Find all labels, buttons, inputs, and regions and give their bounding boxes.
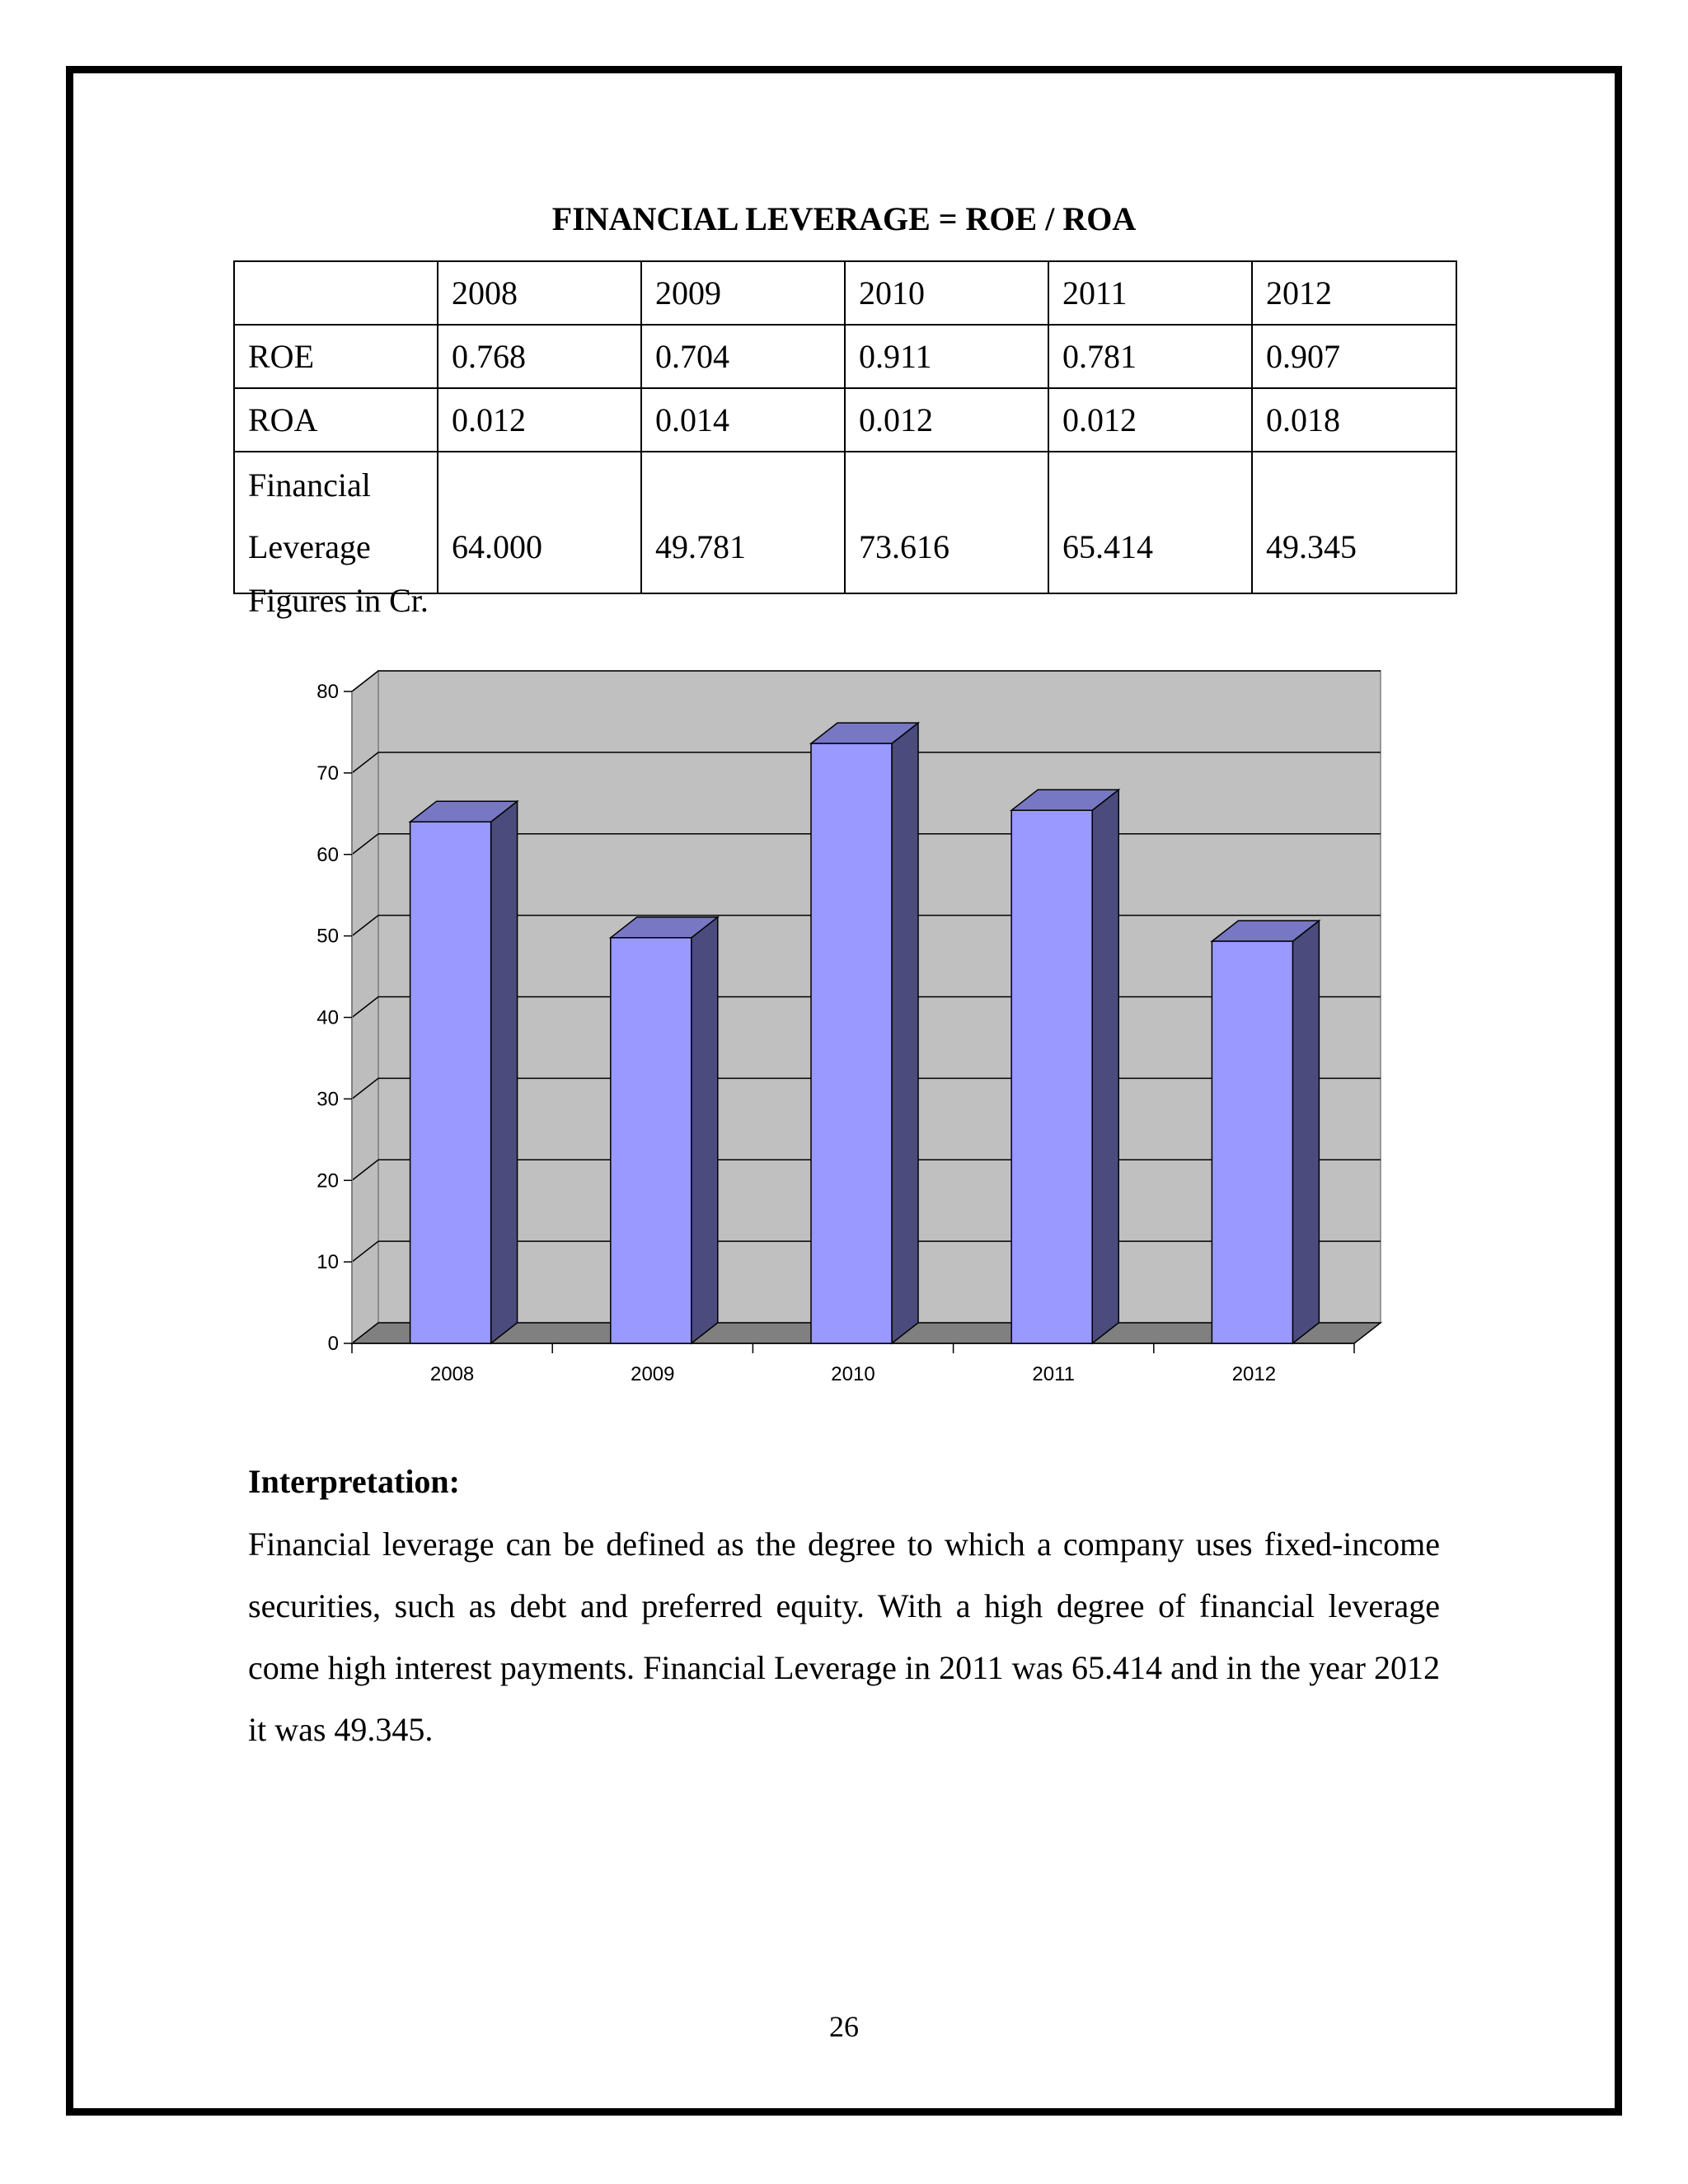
table-cell: 0.012 bbox=[845, 388, 1048, 452]
x-tick-label: 2010 bbox=[831, 1363, 875, 1385]
y-tick-label: 30 bbox=[316, 1088, 339, 1111]
figures-note: Figures in Cr. bbox=[248, 582, 429, 619]
x-tick-label: 2012 bbox=[1231, 1363, 1277, 1385]
table-cell: 0.911 bbox=[845, 325, 1048, 388]
table-header-cell: 2008 bbox=[438, 261, 641, 325]
x-tick-label: 2011 bbox=[1032, 1363, 1076, 1385]
row-label-roe: ROE bbox=[234, 325, 438, 388]
bar bbox=[1011, 810, 1092, 1343]
y-tick-label: 80 bbox=[316, 681, 339, 703]
table-cell: 49.781 bbox=[641, 452, 845, 593]
x-tick-label: 2009 bbox=[631, 1363, 675, 1385]
row-label-line: Financial bbox=[248, 466, 371, 504]
table-cell: 73.616 bbox=[845, 452, 1048, 593]
table-header-cell: 2009 bbox=[641, 261, 845, 325]
bar bbox=[811, 743, 892, 1343]
page-title: FINANCIAL LEVERAGE = ROE / ROA bbox=[551, 200, 1137, 237]
bar-side bbox=[1092, 790, 1118, 1343]
table-cell: 0.907 bbox=[1252, 325, 1456, 388]
page-number: 26 bbox=[829, 2010, 859, 2043]
bar bbox=[611, 938, 692, 1343]
y-tick-label: 70 bbox=[316, 762, 339, 785]
bar-side bbox=[892, 723, 918, 1343]
bar-side bbox=[491, 801, 518, 1343]
table-header-cell: 2012 bbox=[1252, 261, 1456, 325]
y-tick-label: 0 bbox=[327, 1333, 339, 1355]
y-tick-label: 40 bbox=[316, 1006, 339, 1029]
table-header-cell: 2011 bbox=[1048, 261, 1252, 325]
bar bbox=[1212, 941, 1292, 1343]
table-cell: 65.414 bbox=[1048, 452, 1252, 593]
y-tick-label: 10 bbox=[316, 1251, 339, 1274]
row-label-line: Leverage bbox=[248, 528, 371, 565]
row-label-roa: ROA bbox=[234, 388, 438, 452]
bar bbox=[410, 822, 491, 1343]
table-cell: 0.768 bbox=[438, 325, 641, 388]
table-cell: 64.000 bbox=[438, 452, 641, 593]
y-tick-label: 60 bbox=[316, 843, 339, 866]
table-header-cell: 2010 bbox=[845, 261, 1048, 325]
table-cell: 0.012 bbox=[1048, 388, 1252, 452]
bar-side bbox=[1292, 921, 1319, 1343]
bar-side bbox=[692, 917, 718, 1343]
table-cell: 0.704 bbox=[641, 325, 845, 388]
interpretation-body: Financial leverage can be defined as the degree to which a company uses fixed-income securities, such as debt and preferred equity. With a high degree of financial leverage come high interest payments. Financial Leverage in 2011 was 65.414 and in the year 2012 it was 49.345. bbox=[248, 1526, 1440, 1748]
table-cell: 0.012 bbox=[438, 388, 641, 452]
table-cell: 0.018 bbox=[1252, 388, 1456, 452]
table-cell: 0.781 bbox=[1048, 325, 1252, 388]
y-tick-label: 50 bbox=[316, 925, 339, 948]
table-cell: 49.345 bbox=[1252, 452, 1456, 593]
x-tick-label: 2008 bbox=[429, 1363, 475, 1385]
table-cell: 0.014 bbox=[641, 388, 845, 452]
y-tick-label: 20 bbox=[316, 1169, 339, 1193]
interpretation-heading: Interpretation: bbox=[248, 1463, 460, 1500]
